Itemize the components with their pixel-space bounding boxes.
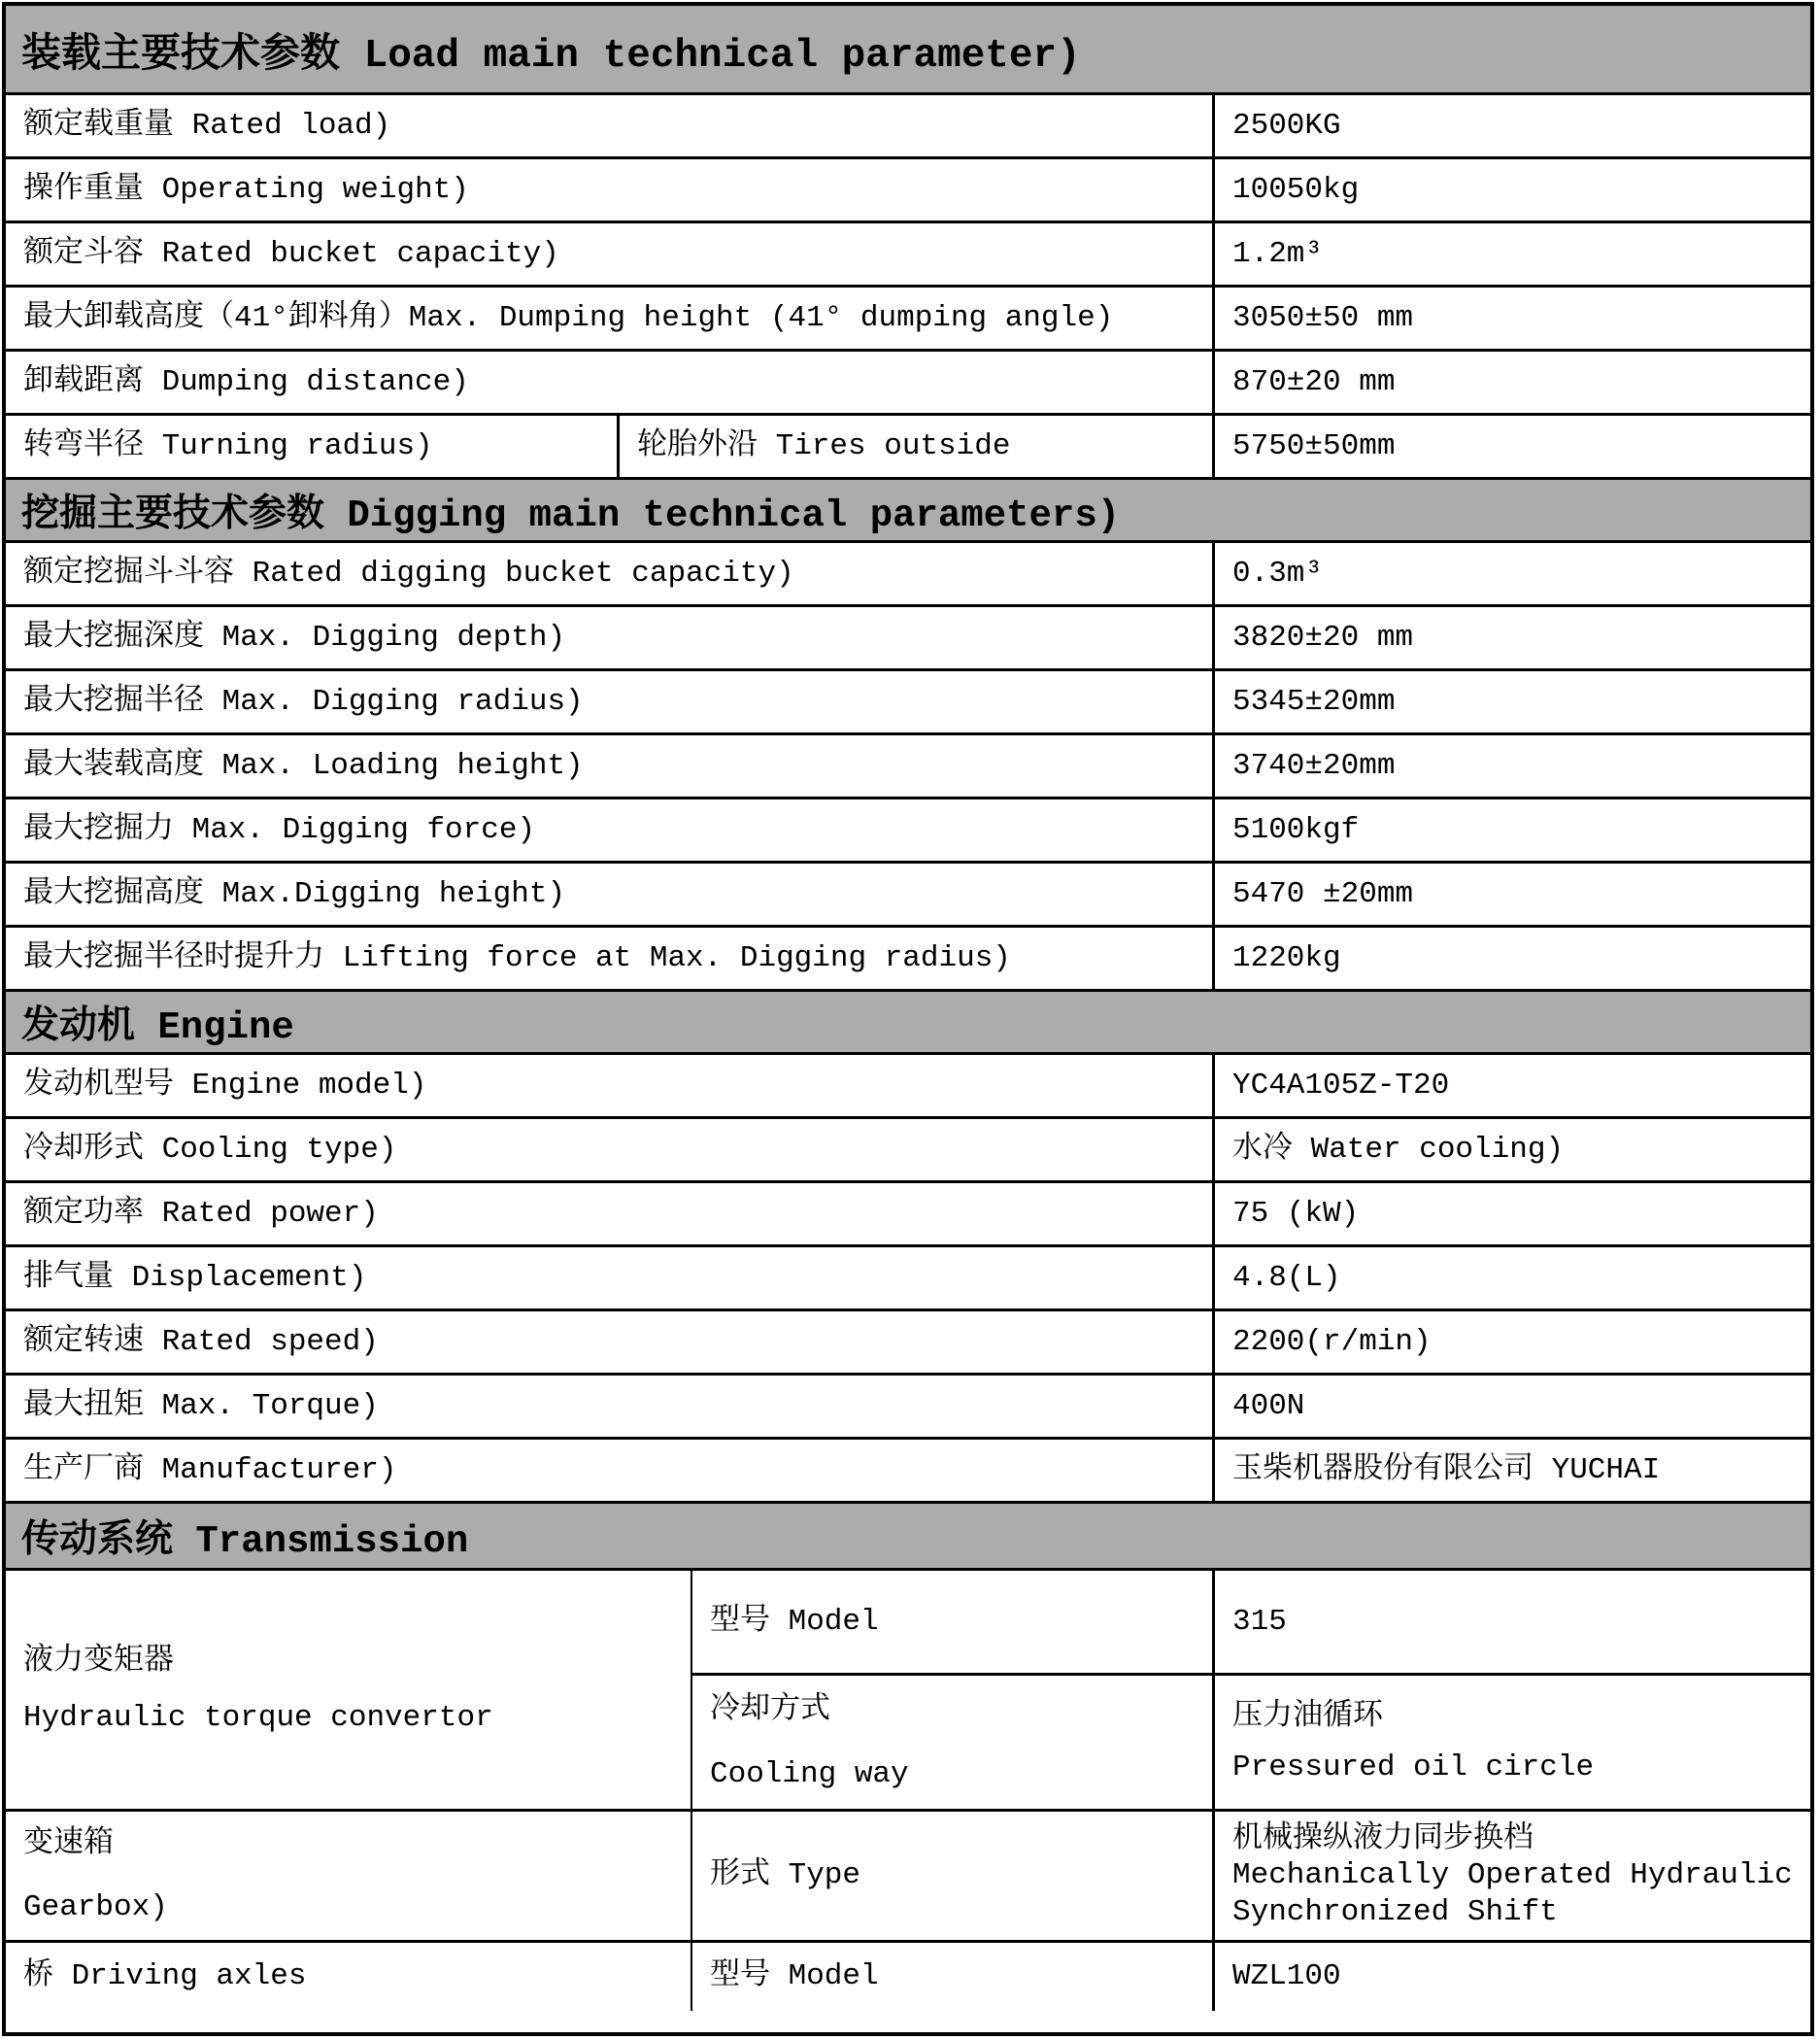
- row-rated-load: [6, 95, 1810, 159]
- param-value: 400N: [1212, 1376, 1810, 1437]
- component-label: [6, 1812, 691, 1940]
- param-value: 5100kgf: [1212, 799, 1810, 861]
- param-label: 转弯半径 Turning radius): [23, 428, 433, 463]
- spec-table: [2, 2, 1814, 2036]
- row-hydraulic-torque-convertor: [6, 1571, 1810, 1812]
- row-cooling-type: [6, 1119, 1810, 1183]
- param-label: 发动机型号 Engine model): [23, 1068, 427, 1103]
- param-label: 额定功率 Rated power): [23, 1196, 379, 1231]
- row-rated-power: [6, 1183, 1810, 1247]
- param-label: 型号 Model: [710, 1959, 879, 1994]
- param-value: [1212, 1676, 1810, 1809]
- row-turning-radius: [6, 416, 1810, 480]
- param-value: 0.3m³: [1212, 543, 1810, 604]
- param-value: [1212, 1812, 1810, 1940]
- param-label: 最大卸载高度（41°卸料角）Max. Dumping height (41° dumping angle): [23, 300, 1114, 335]
- subrow-axle-model: [692, 1943, 1810, 2011]
- section-title-digging: 挖掘主要技术参数 Digging main technical parameters): [21, 494, 1121, 537]
- torque-convertor-subrows: [691, 1571, 1810, 1809]
- section-header-transmission: [6, 1504, 1810, 1571]
- param-value: YC4A105Z-T20: [1212, 1055, 1810, 1116]
- param-value: 3820±20 mm: [1212, 607, 1810, 668]
- param-label: 卸载距离 Dumping distance): [23, 364, 469, 399]
- param-value: 10050kg: [1212, 159, 1810, 221]
- param-value: 5750±50mm: [1212, 416, 1810, 477]
- param-label: 最大扭矩 Max. Torque): [23, 1388, 379, 1423]
- param-label: 最大挖掘高度 Max.Digging height): [23, 876, 566, 911]
- param-label: 额定挖掘斗斗容 Rated digging bucket capacity): [23, 556, 794, 591]
- component-label-cn: 变速箱: [23, 1826, 114, 1861]
- param-value: 1220kg: [1212, 928, 1810, 989]
- param-value: 75 (kW): [1212, 1183, 1810, 1244]
- row-dumping-distance: [6, 352, 1810, 416]
- param-label: 冷却形式 Cooling type): [23, 1132, 397, 1167]
- row-max-loading-height: [6, 735, 1810, 799]
- axle-subrow: [691, 1943, 1810, 2011]
- param-value: 5470 ±20mm: [1212, 864, 1810, 925]
- row-max-digging-radius: [6, 671, 1810, 735]
- subrow-model: [692, 1571, 1810, 1676]
- param-label: 排气量 Displacement): [23, 1260, 367, 1295]
- param-value: 3050±50 mm: [1212, 288, 1810, 349]
- param-label: 生产厂商 Manufacturer): [23, 1452, 397, 1487]
- row-max-torque: [6, 1376, 1810, 1440]
- param-value: 315: [1212, 1571, 1810, 1673]
- component-label-cn: 液力变矩器: [23, 1645, 174, 1680]
- param-value: 3740±20mm: [1212, 735, 1810, 797]
- param-label: 最大挖掘半径 Max. Digging radius): [23, 684, 584, 719]
- param-value: 2500KG: [1212, 95, 1810, 156]
- param-label: 最大挖掘半径时提升力 Lifting force at Max. Digging radius): [23, 940, 1011, 975]
- param-value: 5345±20mm: [1212, 671, 1810, 732]
- row-operating-weight: [6, 159, 1810, 223]
- row-engine-model: [6, 1055, 1810, 1119]
- param-label: 操作重量 Operating weight): [23, 172, 469, 207]
- param-label: 最大装载高度 Max. Loading height): [23, 748, 584, 783]
- component-label-en: Gearbox): [23, 1890, 168, 1924]
- param-value: 4.8(L): [1212, 1247, 1810, 1308]
- param-value: 2200(r/min): [1212, 1311, 1810, 1373]
- gearbox-subrow: [691, 1812, 1810, 1940]
- section-title-load: 装载主要技术参数 Load main technical parameter): [21, 33, 1081, 79]
- param-label: 型号 Model: [710, 1604, 879, 1639]
- section-header-engine: [6, 992, 1810, 1055]
- param-value: 玉柴机器股份有限公司 YUCHAI: [1212, 1440, 1810, 1501]
- param-label: 额定转速 Rated speed): [23, 1324, 379, 1359]
- subrow-cooling-way: [692, 1676, 1810, 1809]
- param-value: 水冷 Water cooling): [1212, 1119, 1810, 1180]
- row-gearbox: [6, 1812, 1810, 1943]
- param-value-en-line1: Mechanically Operated Hydraulic: [1232, 1858, 1793, 1893]
- section-title-engine: 发动机 Engine: [21, 1006, 294, 1049]
- row-max-digging-height: [6, 864, 1810, 928]
- row-rated-digging-bucket-capacity: [6, 543, 1810, 607]
- param-value: WZL100: [1212, 1943, 1810, 2011]
- row-manufacturer: [6, 1440, 1810, 1504]
- param-value-cn: 压力油循环: [1232, 1700, 1383, 1735]
- param-label: 最大挖掘深度 Max. Digging depth): [23, 620, 566, 655]
- param-value-en: Pressured oil circle: [1232, 1750, 1595, 1784]
- param-label: 形式 Type: [710, 1858, 861, 1893]
- param-label: 额定载重量 Rated load): [23, 108, 391, 143]
- param-value-cn: 机械操纵液力同步换档: [1232, 1822, 1534, 1857]
- row-displacement: [6, 1247, 1810, 1311]
- row-max-digging-depth: [6, 607, 1810, 671]
- param-value-en-line2: Synchronized Shift: [1232, 1894, 1558, 1929]
- param-label: 额定斗容 Rated bucket capacity): [23, 236, 559, 271]
- row-max-dumping-height: [6, 288, 1810, 352]
- component-label: 桥 Driving axles: [23, 1959, 307, 1994]
- param-label: [692, 1676, 1212, 1809]
- section-header-load: [6, 6, 1810, 95]
- param-label-cn: 冷却方式: [710, 1693, 830, 1728]
- param-label: 最大挖掘力 Max. Digging force): [23, 812, 536, 847]
- row-max-digging-force: [6, 799, 1810, 864]
- row-rated-bucket-capacity: [6, 223, 1810, 288]
- row-lifting-force: [6, 928, 1810, 992]
- component-label-en: Hydraulic torque convertor: [23, 1700, 493, 1735]
- subrow-type: [692, 1812, 1810, 1940]
- row-driving-axles: [6, 1943, 1810, 2011]
- param-value: 1.2m³: [1212, 223, 1810, 285]
- component-label: [6, 1571, 691, 1809]
- param-sublabel: 轮胎外沿 Tires outside: [617, 416, 1212, 477]
- param-label-en: Cooling way: [710, 1756, 909, 1791]
- row-rated-speed: [6, 1311, 1810, 1376]
- param-value: 870±20 mm: [1212, 352, 1810, 413]
- section-header-digging: [6, 480, 1810, 543]
- section-title-transmission: 传动系统 Transmission: [21, 1520, 469, 1563]
